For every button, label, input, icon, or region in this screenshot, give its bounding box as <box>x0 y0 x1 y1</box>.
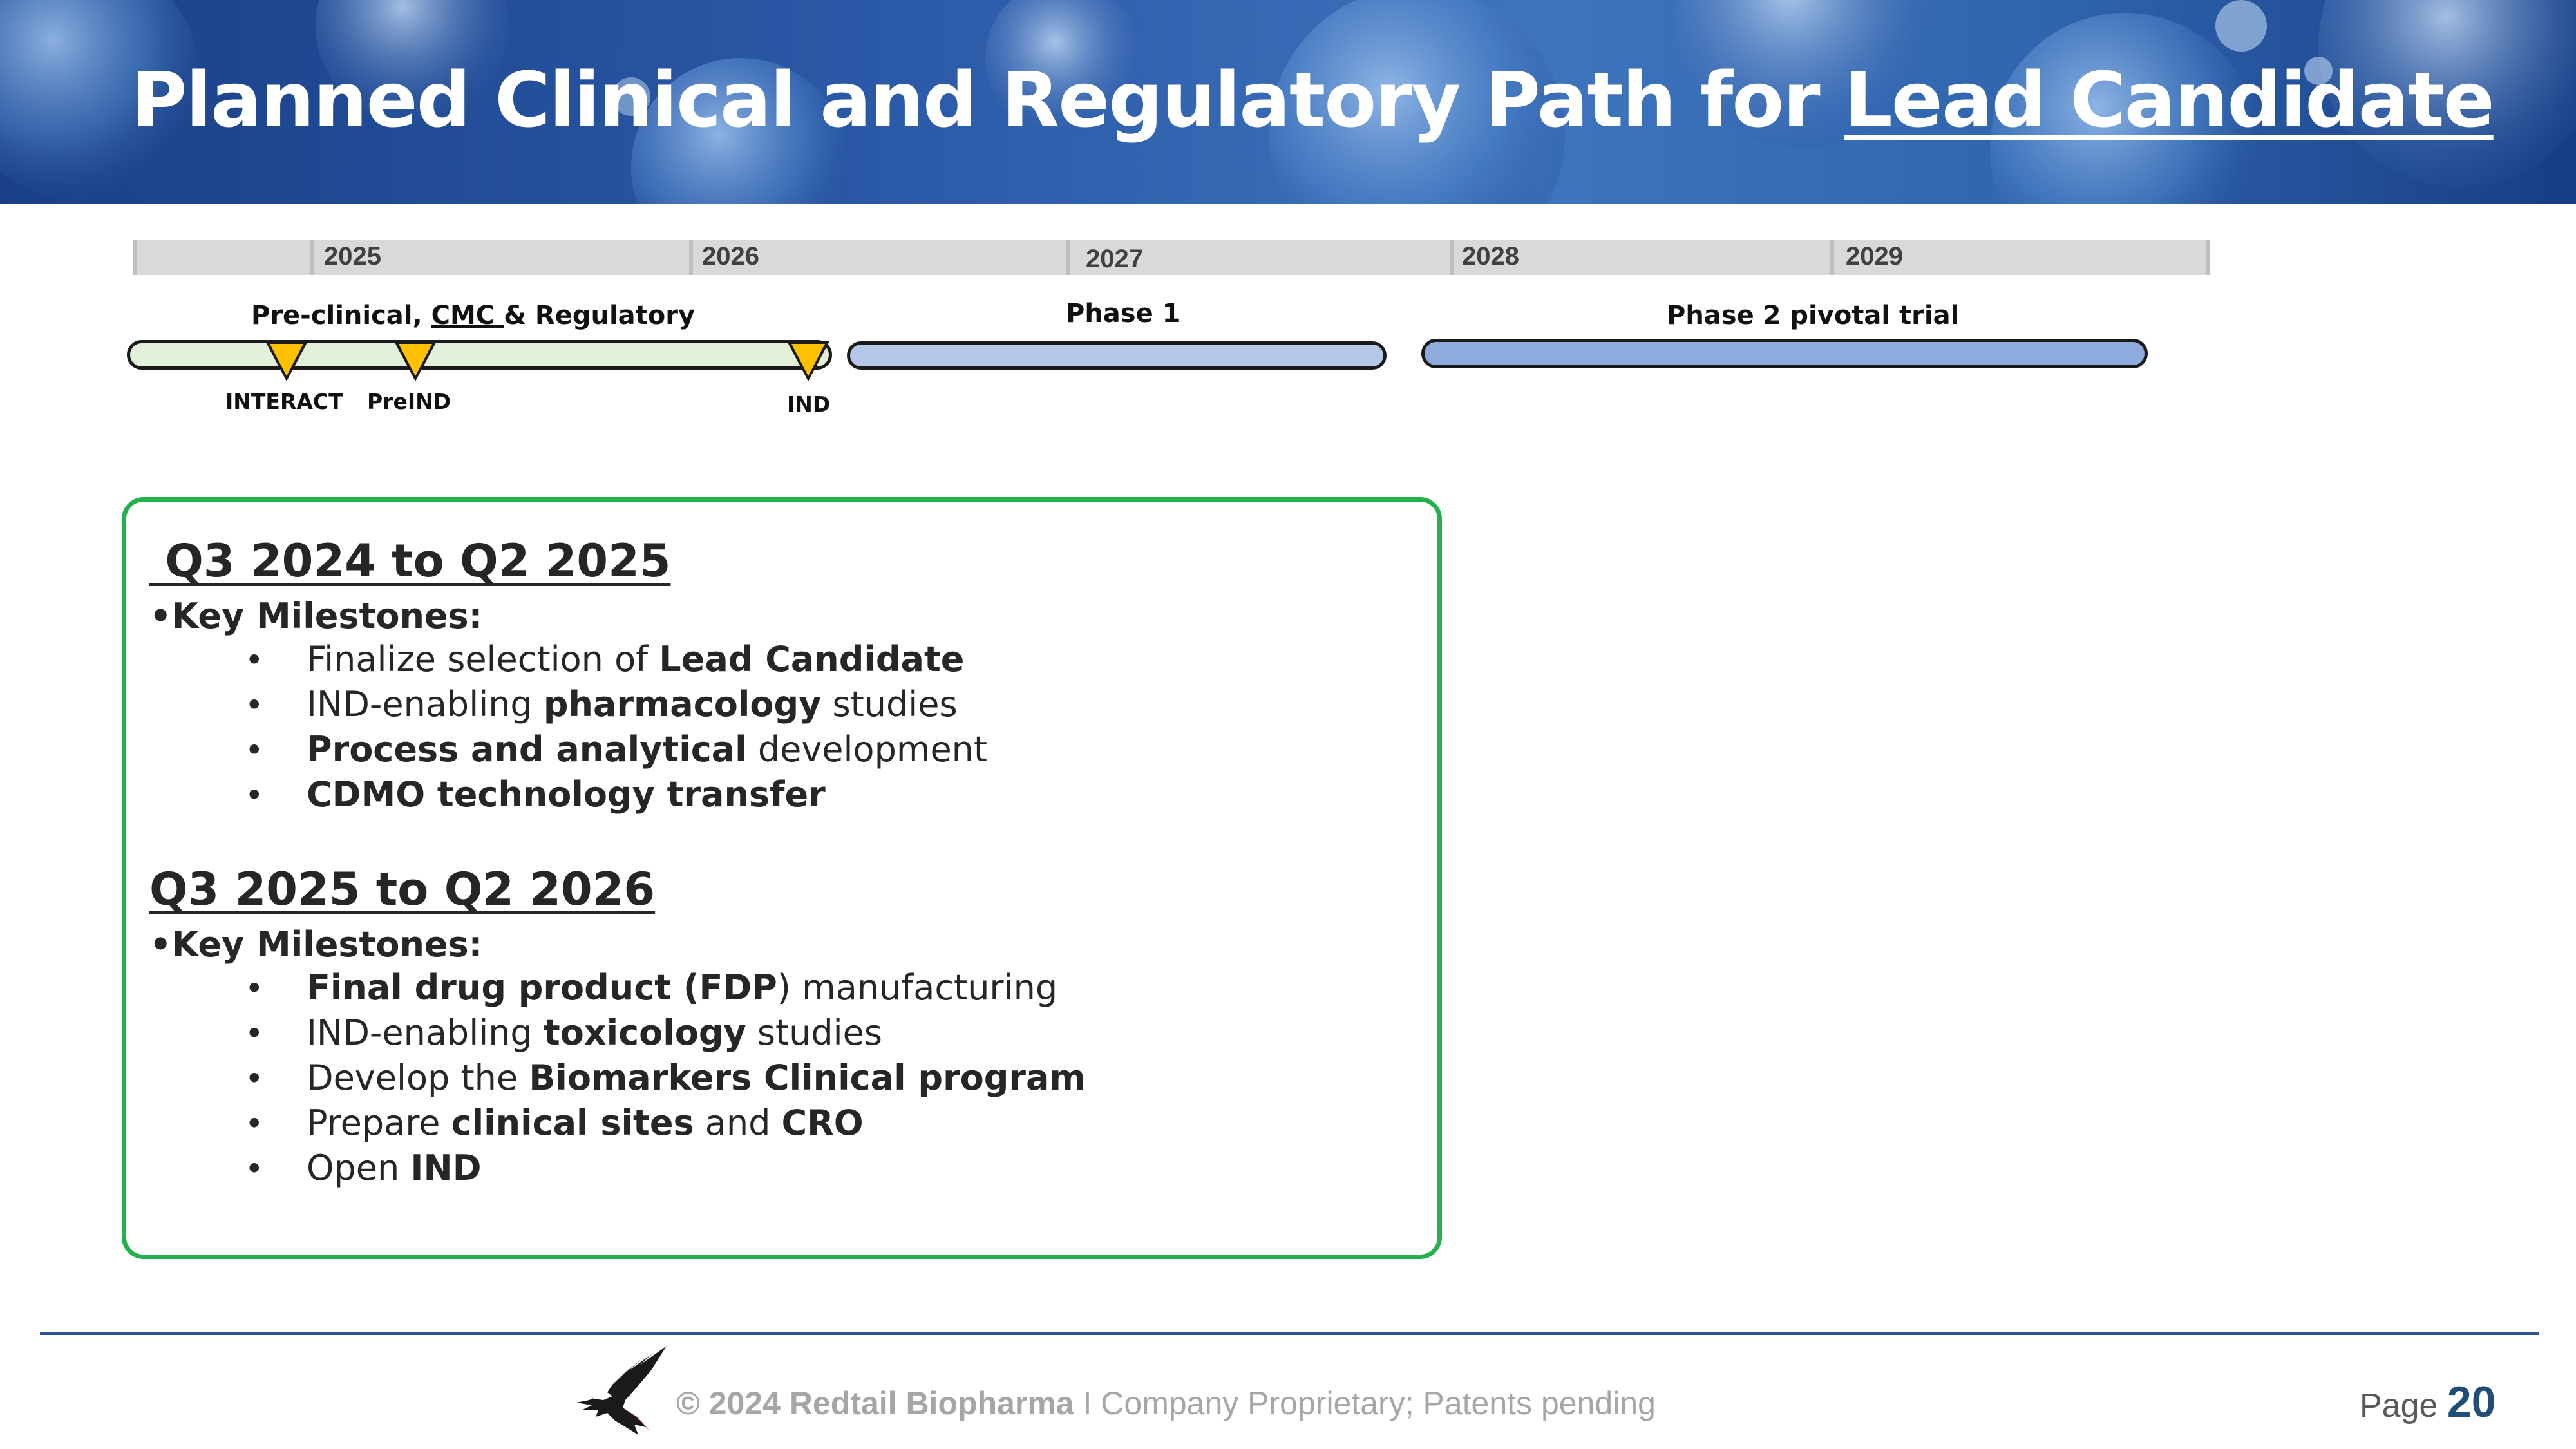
footer-separator: I <box>1074 1385 1101 1421</box>
list-item <box>307 1057 1086 1098</box>
list-item <box>307 729 987 770</box>
item-text: Prepare <box>307 1103 451 1143</box>
copyright-text: © 2024 Redtail Biopharma <box>676 1385 1074 1421</box>
item-text-bold: Biomarkers Clinical program <box>529 1057 1086 1098</box>
bullet: • <box>245 1060 264 1097</box>
ruler-tick <box>310 240 314 275</box>
item-text-bold: CRO <box>781 1103 864 1143</box>
bullet: • <box>245 641 264 679</box>
ruler-tick <box>2206 240 2210 275</box>
item-text-bold: Final drug product (FDP <box>307 967 777 1008</box>
item-text: Finalize selection of <box>307 639 659 679</box>
section-title: Q3 2025 to Q2 2026 <box>149 863 656 916</box>
ruler-tick <box>689 240 693 275</box>
ruler-tick <box>1450 240 1454 275</box>
phase-label-part: Pre-clinical, <box>251 301 431 330</box>
item-text: studies <box>821 684 958 724</box>
milestone-label-ind: IND <box>787 392 831 417</box>
ruler-tick <box>1066 240 1070 275</box>
bullet: • <box>245 1105 264 1142</box>
page-number <box>2360 1377 2496 1427</box>
phase-label-cmc: CMC <box>431 301 504 330</box>
bullet: • <box>245 777 264 814</box>
header-banner <box>0 0 2576 204</box>
item-text: ) manufacturing <box>777 967 1058 1008</box>
item-text-bold: IND <box>410 1148 482 1188</box>
phase-bar-phase2 <box>1421 339 2148 368</box>
year-label: 2028 <box>1462 242 1519 270</box>
phase-bar-preclinical <box>127 340 832 370</box>
key-milestones-label: •Key Milestones: <box>149 924 483 965</box>
item-text: Develop the <box>307 1057 529 1098</box>
milestone-label-interact: INTERACT <box>225 389 343 414</box>
item-text-bold: Process and analytical <box>307 729 747 770</box>
redtail-hawk-logo-icon <box>570 1341 670 1437</box>
item-text-bold: CDMO technology transfer <box>307 774 826 815</box>
title-prefix: Planned Clinical and Regulatory Path for <box>131 55 1844 144</box>
list-item <box>307 1103 864 1143</box>
bullet: • <box>245 732 264 769</box>
ruler-tick <box>1830 240 1834 275</box>
list-item <box>307 774 826 815</box>
page-label: Page <box>2360 1387 2447 1425</box>
year-label: 2025 <box>324 242 381 270</box>
milestone-marker-interact <box>265 341 308 381</box>
list-item <box>307 684 958 724</box>
title-underlined: Lead Candidate <box>1844 55 2494 144</box>
item-text-bold: Lead Candidate <box>659 639 965 679</box>
phase-label-phase1: Phase 1 <box>1066 299 1180 328</box>
phase-label-preclinical <box>251 301 695 330</box>
section-title: Q3 2024 to Q2 2025 <box>149 535 671 587</box>
key-milestones-label: •Key Milestones: <box>149 596 483 636</box>
footer-note: Company Proprietary; Patents pending <box>1101 1385 1656 1421</box>
list-item <box>307 1148 482 1188</box>
phase-bar-phase1 <box>847 341 1387 370</box>
bullet: • <box>245 970 264 1007</box>
item-text-bold: pharmacology <box>543 684 822 724</box>
item-text: studies <box>746 1012 883 1053</box>
year-label: 2027 <box>1086 245 1143 273</box>
year-label: 2029 <box>1846 242 1903 270</box>
milestone-marker-ind <box>787 341 829 381</box>
item-text-bold: clinical sites <box>451 1103 694 1143</box>
list-item <box>307 1012 882 1053</box>
bullet: • <box>245 1015 264 1052</box>
item-text: and <box>694 1103 782 1143</box>
bullet: • <box>245 1150 264 1188</box>
item-text-bold: toxicology <box>543 1012 746 1053</box>
item-text: IND-enabling <box>307 684 544 724</box>
milestone-label-preind: PreIND <box>367 389 451 414</box>
list-item <box>307 639 964 679</box>
ruler-tick <box>133 240 137 275</box>
item-text: Open <box>307 1148 411 1188</box>
footer-divider <box>40 1332 2539 1335</box>
year-label: 2026 <box>702 242 759 270</box>
page-number-value: 20 <box>2447 1378 2496 1426</box>
bullet: • <box>245 687 264 724</box>
milestone-marker-preind <box>394 341 437 381</box>
footer-copyright <box>676 1385 1656 1422</box>
item-text: IND-enabling <box>307 1012 544 1053</box>
item-text: development <box>746 729 988 770</box>
phase-label-part: & Regulatory <box>504 301 696 330</box>
page-title <box>131 55 2494 144</box>
phase-label-phase2: Phase 2 pivotal trial <box>1667 301 1960 330</box>
list-item <box>307 967 1057 1008</box>
